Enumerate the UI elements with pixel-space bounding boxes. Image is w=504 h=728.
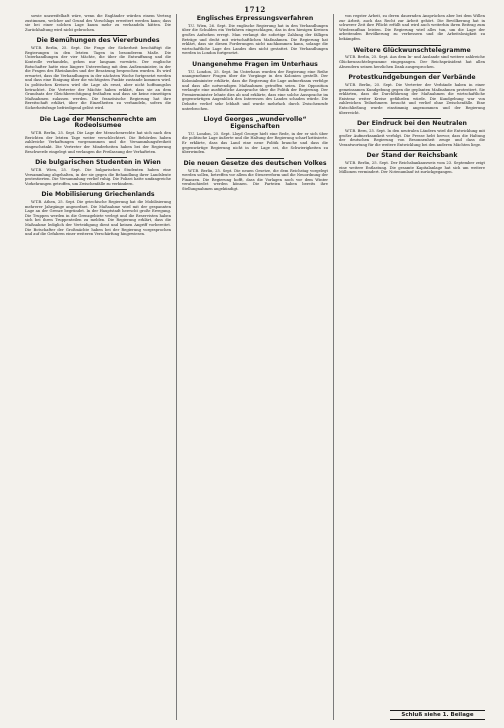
divider (69, 157, 127, 158)
article (339, 72, 485, 115)
article (182, 59, 328, 111)
divider (226, 59, 284, 60)
columns (20, 14, 490, 720)
article-body: W.T.B. Berlin, 25. Sept. Die Frage der Sicherheit beschäftigt die Regierungen in den letzten Tagen in besonderem Maße. Die Unterhandlungen der vier Mächte, die über die Entwaffnung und die Kontrolle verhandeln, gehen nur langsam vorwärts. Der englische Botschafter hatte eine längere Unterredung mit dem Außenminister, in der die Fragen des Rheinlandes und der Besatzung besprochen wurden. Es wird erwartet, dass die Verhandlungen in der nächsten Woche fortgesetzt werden und dass eine Einigung über die wichtigsten Punkte zustande kommen wird. In politischen Kreisen wird die Lage als ernst, aber nicht hoffnungslos betrachtet. Die Vertreter der Mächte haben erklärt, dass sie an dem Grundsatz der Gleichberechtigung festhalten und dass sie keine einseitigen Maßnahmen zulassen werden. Die französische Regierung hat ihre Bereitschaft erklärt, über die Einzelheiten zu verhandeln, sofern die Sicherheitsfrage befriedigend gelöst wird. (25, 46, 171, 110)
divider (69, 35, 127, 36)
article-headline: Weitere Glückwunschtelegramme (353, 46, 471, 54)
article (182, 158, 328, 192)
article-headline: Die Mobilisierung Griechenlands (41, 191, 155, 199)
column-1 (20, 14, 176, 720)
article (182, 16, 328, 56)
article-body: W.T.B. Berlin, 25. Sept. Die Lage der Menschenrechte hat sich nach den Berichten der letzten Tage weiter verschlechtert. Die Behörden haben zahlreiche Verhaftungen vorgenommen und die Versammlungsfreiheit eingeschränkt. Die Vertreter der Minderheiten haben bei der Regierung Beschwerde eingelegt und verlangen die Freilassung der Verhafteten. (25, 131, 171, 154)
article (339, 45, 485, 70)
article-headline: Die neuen Gesetze des deutschen Volkes (183, 159, 327, 167)
article-body: T.U. London, 25. Sept. Im Unterhaus wurden der Regierung eine Reihe unangenehmer Fragen über die Vorgänge in den Kolonien gestellt. Der Kolonialminister erklärte, dass die Regierung die Lage aufmerksam verfolge und dass alle notwendigen Maßnahmen getroffen seien. Die Opposition verlangte eine ausführliche Aussprache über die Politik der Regierung. Der Premierminister lehnte dies ab und erklärte, dass eine solche Aussprache im gegenwärtigen Augenblick den Interessen des Landes schaden würde. Die Debatte verlief sehr lebhaft und wurde mehrfach durch Zwischenrufe unterbrochen. (182, 69, 328, 111)
article (25, 189, 171, 237)
article-headline: Protestkundgebungen der Verbände (348, 74, 476, 82)
article-body: W.T.B. Berlin, 25. Sept. Der Reichsbankausweis vom 23. September zeigt eine weitere Entlastung. Die gesamte Kapitalanlage hat sich um weitere Millionen vermindert. Der Notenumlauf ist zurückgegangen. (339, 161, 485, 175)
divider (226, 114, 284, 115)
article-body: W.T.B. Athen, 25. Sept. Die griechische Regierung hat die Mobilisierung mehrerer Jahrgänge angeordnet. Die Maßnahme wird mit der gespannten Lage an der Grenze begründet. In der Hauptstadt herrscht große Erregung. Die Truppen werden in die Grenzgebiete verlegt und die Reservisten haben sich bei ihren Truppenteilen zu melden. Die Regierung erklärt, dass die Maßnahme lediglich der Verteidigung dient und keinen Angriff vorbereitet. Die Botschafter der Großmächte haben bei der Regierung vorgesprochen und auf die Gefahren einer weiteren Verschärfung hingewiesen. (25, 200, 171, 237)
article-body: W.T.B. Berlin, 25. Sept. Aus dem In- und Auslande sind weitere zahlreiche Glückwunschtelegramme eingegangen. Der Reichspräsident hat allen Absendern seinen herzlichen Dank ausgesprochen. (339, 55, 485, 69)
article (339, 118, 485, 147)
divider (383, 150, 441, 151)
article (339, 14, 485, 42)
divider (69, 189, 127, 190)
article-body: W.T.B. Berlin, 25. Sept. Die Vertreter der Verbände haben in einer gemeinsamen Kundgebung gegen die geplanten Maßnahmen protestiert. Sie erklärten, dass die Durchführung der Maßnahmen die wirtschaftliche Existenz weiter Kreise gefährden würde. Die Kundgebung war von zahlreichen Teilnehmern besucht und verlief ohne Zwischenfälle. Eine Entschließung wurde einstimmig angenommen und der Regierung überreicht. (339, 82, 485, 115)
article-headline: Der Eindruck bei den Neutralen (357, 120, 467, 128)
article (339, 150, 485, 175)
divider (383, 72, 441, 73)
column-2 (176, 14, 333, 720)
article (25, 14, 171, 32)
article-body: T.U. Wien, 26. Sept. Die englische Regierung hat in den Verhandlungen über die Schulden ein Verfahren eingeschlagen, das in den hiesigen Kreisen großes Aufsehen erregt. Man verlangt die sofortige Zahlung der fälligen Beträge und droht mit wirtschaftlichen Maßnahmen. Die Regierung hat erklärt, dass sie diesen Forderungen nicht nachkommen kann, solange die wirtschaftliche Lage des Landes dies nicht gestattet. Die Verhandlungen werden in London fortgesetzt. (182, 23, 328, 56)
article-headline: Lloyd Georges „wundervolle“ Eigenschaften (203, 116, 307, 130)
article-headline: Englisches Erpressungsverfahren (196, 15, 314, 22)
article-body: T.U. London, 25. Sept. Lloyd George hielt eine Rede, in der er sich über die politische Lage äußerte und die Haltung der Regierung scharf kritisierte. Er erklärte, dass das Land eine neue Politik brauche und dass die gegenwärtige Regierung nicht in der Lage sei, die Schwierigkeiten zu überwinden. (182, 131, 328, 155)
article-body: W.T.B. Bern, 25. Sept. In den neutralen Ländern wird die Entwicklung mit großer Aufmerksamkeit verfolgt. Die Presse hebt hervor, dass die Haltung der deutschen Regierung von Besonnenheit zeuge und dass die Verantwortung für die weitere Entwicklung bei den anderen Mächten liege. (339, 128, 485, 147)
article-headline: Die Lage der Menschenrechte am Rodeolsumee (39, 115, 157, 130)
page-header (20, 4, 490, 14)
continuation-note: Schluß siehe 1. Beilage (390, 710, 485, 720)
article-body: W.T.B. Wien, 25. Sept. Die bulgarischen Studenten haben eine Versammlung abgehalten, in der sie gegen die Behandlung ihrer Landsleute protestierten. Die Versammlung verlief ruhig. Die Polizei hatte umfangreiche Vorkehrungen getroffen, um Zwischenfälle zu verhindern. (25, 167, 171, 186)
article (182, 114, 328, 155)
page-number: 1712 (244, 4, 266, 14)
divider (383, 118, 441, 119)
article-headline: Unangenehme Fragen im Unterhaus (192, 60, 318, 68)
column-3 (333, 14, 490, 720)
article-headline: Der Stand der Reichsbank (366, 152, 458, 160)
divider (226, 158, 284, 159)
article-headline: Die bulgarischen Studenten in Wien (35, 159, 161, 167)
article-headline: Die Bemühungen des Viererbundes (36, 37, 160, 45)
article (25, 114, 171, 155)
article-body: W.T.B. Berlin, 25. Sept. Die neuen Gesetze, die dem Reichstag vorgelegt werden sollen, betreffen vor allem die Steuerreform und die Neuordnung der Finanzen. Die Regierung hofft, dass die Vorlagen noch vor dem Winter verabschiedet werden können. Die Parteien haben bereits ihre Stellungnahmen angekündigt. (182, 168, 328, 191)
article (25, 35, 171, 110)
article-body: sowie unzweifelhaft wäre, wenn die Engländer würden einem Vertrag zustimmen, welcher auf Grund des Vorschlags erweitert werden kann; dass sie bei einer solchen Lage kaum mehr zu verhandeln hätten. Die Zurückhaltung wird nicht gebrochen. (25, 14, 171, 32)
divider (69, 114, 127, 115)
divider (383, 45, 441, 46)
article-body: von regster Arbeit, zu deren dauernden Ansprüchen aber bei dem Willen zur Arbeit, auch das Recht zur Arbeit gehört. Die Bevölkerung hat in schwerer Zeit ihre Pflicht erfüllt und wird auch weiterhin ihren Beitrag zum Wiederaufbau leisten. Die Regierung wird alles tun, um die Lage der arbeitenden Bevölkerung zu verbessern und die Arbeitslosigkeit zu bekämpfen. (339, 14, 485, 41)
article (25, 157, 171, 186)
